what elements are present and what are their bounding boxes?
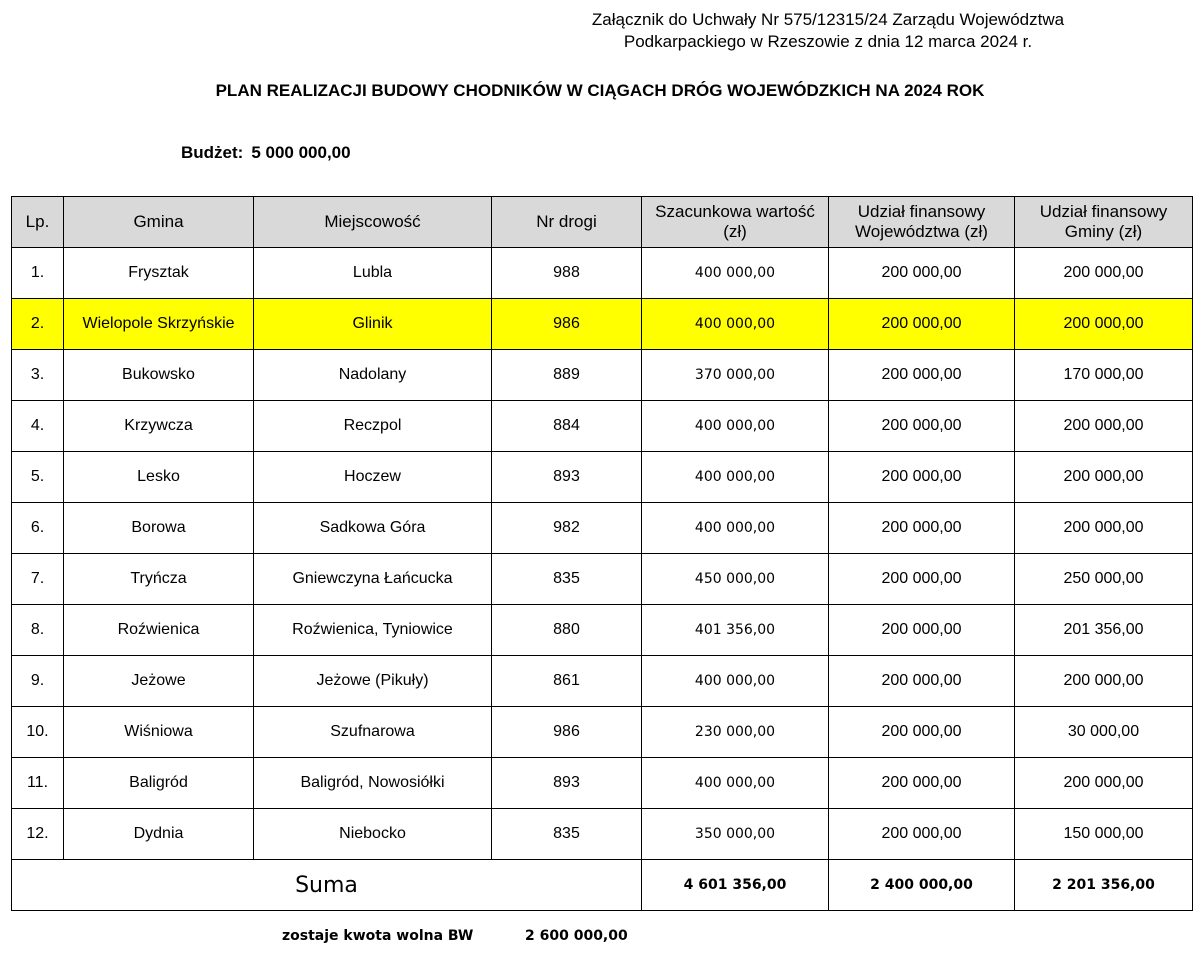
cell-udzial-wojewodztwa: 200 000,00 — [829, 452, 1015, 503]
cell-szacunkowa-wartosc: 400 000,00 — [642, 758, 829, 809]
cell-szacunkowa-wartosc: 230 000,00 — [642, 707, 829, 758]
table-row — [12, 809, 1193, 860]
table-row — [12, 350, 1193, 401]
cell-udzial-gminy: 200 000,00 — [1015, 248, 1193, 299]
cell-gmina: Krzywcza — [64, 401, 254, 452]
col-header-udzial-wojewodztwa: Udział finansowy Województwa (zł) — [829, 197, 1015, 248]
cell-miejscowosc: Jeżowe (Pikuły) — [254, 656, 492, 707]
cell-nr-drogi: 884 — [492, 401, 642, 452]
cell-udzial-gminy: 170 000,00 — [1015, 350, 1193, 401]
cell-miejscowosc: Hoczew — [254, 452, 492, 503]
cell-udzial-gminy: 250 000,00 — [1015, 554, 1193, 605]
sum-row — [12, 860, 1193, 911]
cell-lp: 7. — [12, 554, 64, 605]
cell-udzial-wojewodztwa: 200 000,00 — [829, 401, 1015, 452]
cell-gmina: Borowa — [64, 503, 254, 554]
cell-miejscowosc: Niebocko — [254, 809, 492, 860]
cell-szacunkowa-wartosc: 401 356,00 — [642, 605, 829, 656]
attachment-line-2: Podkarpackiego w Rzeszowie z dnia 12 marca 2024 r. — [623, 32, 1033, 51]
cell-nr-drogi: 893 — [492, 452, 642, 503]
cell-udzial-wojewodztwa: 200 000,00 — [829, 656, 1015, 707]
cell-nr-drogi: 893 — [492, 758, 642, 809]
cell-gmina: Jeżowe — [64, 656, 254, 707]
remaining-label: zostaje kwota wolna BW — [282, 928, 474, 944]
table-row — [12, 605, 1193, 656]
table-row — [12, 401, 1193, 452]
cell-udzial-wojewodztwa: 200 000,00 — [829, 758, 1015, 809]
cell-szacunkowa-wartosc: 450 000,00 — [642, 554, 829, 605]
cell-nr-drogi: 986 — [492, 707, 642, 758]
cell-miejscowosc: Szufnarowa — [254, 707, 492, 758]
cell-szacunkowa-wartosc: 400 000,00 — [642, 656, 829, 707]
cell-nr-drogi: 988 — [492, 248, 642, 299]
cell-lp: 1. — [12, 248, 64, 299]
sum-estimated-total: 4 601 356,00 — [642, 860, 829, 911]
budget-line — [181, 143, 351, 163]
cell-udzial-gminy: 200 000,00 — [1015, 503, 1193, 554]
sum-voivodeship-total: 2 400 000,00 — [829, 860, 1015, 911]
cell-miejscowosc: Glinik — [254, 299, 492, 350]
cell-gmina: Bukowsko — [64, 350, 254, 401]
cell-szacunkowa-wartosc: 370 000,00 — [642, 350, 829, 401]
budget-value: 5 000 000,00 — [251, 143, 351, 162]
cell-lp: 3. — [12, 350, 64, 401]
cell-udzial-gminy: 150 000,00 — [1015, 809, 1193, 860]
table-row — [12, 248, 1193, 299]
cell-nr-drogi: 880 — [492, 605, 642, 656]
cell-nr-drogi: 861 — [492, 656, 642, 707]
cell-miejscowosc: Gniewczyna Łańcucka — [254, 554, 492, 605]
cell-gmina: Baligród — [64, 758, 254, 809]
cell-miejscowosc: Lubla — [254, 248, 492, 299]
table-row — [12, 707, 1193, 758]
cell-lp: 2. — [12, 299, 64, 350]
cell-lp: 5. — [12, 452, 64, 503]
cell-szacunkowa-wartosc: 400 000,00 — [642, 248, 829, 299]
cell-miejscowosc: Reczpol — [254, 401, 492, 452]
cell-gmina: Tryńcza — [64, 554, 254, 605]
cell-gmina: Dydnia — [64, 809, 254, 860]
plan-table — [11, 196, 1193, 911]
cell-udzial-gminy: 200 000,00 — [1015, 401, 1193, 452]
cell-udzial-wojewodztwa: 200 000,00 — [829, 299, 1015, 350]
col-header-gmina: Gmina — [64, 197, 254, 248]
cell-udzial-gminy: 30 000,00 — [1015, 707, 1193, 758]
cell-gmina: Wiśniowa — [64, 707, 254, 758]
table-row — [12, 758, 1193, 809]
cell-nr-drogi: 982 — [492, 503, 642, 554]
table-body — [12, 248, 1193, 860]
cell-lp: 8. — [12, 605, 64, 656]
col-header-nr-drogi: Nr drogi — [492, 197, 642, 248]
cell-miejscowosc: Baligród, Nowosiółki — [254, 758, 492, 809]
cell-miejscowosc: Sadkowa Góra — [254, 503, 492, 554]
cell-nr-drogi: 889 — [492, 350, 642, 401]
table-row — [12, 299, 1193, 350]
budget-label: Budżet: — [181, 143, 244, 162]
sum-commune-total: 2 201 356,00 — [1015, 860, 1193, 911]
cell-nr-drogi: 835 — [492, 809, 642, 860]
document-title: PLAN REALIZACJI BUDOWY CHODNIKÓW W CIĄGACH DRÓG WOJEWÓDZKICH NA 2024 ROK — [215, 81, 985, 100]
cell-miejscowosc: Roźwienica, Tyniowice — [254, 605, 492, 656]
col-header-udzial-gminy: Udział finansowy Gminy (zł) — [1015, 197, 1193, 248]
attachment-note — [478, 9, 1178, 53]
cell-udzial-wojewodztwa: 200 000,00 — [829, 605, 1015, 656]
cell-gmina: Wielopole Skrzyńskie — [64, 299, 254, 350]
attachment-line-1: Załącznik do Uchwały Nr 575/12315/24 Zarządu Województwa — [591, 10, 1065, 29]
cell-udzial-wojewodztwa: 200 000,00 — [829, 554, 1015, 605]
cell-gmina: Frysztak — [64, 248, 254, 299]
cell-udzial-gminy: 200 000,00 — [1015, 452, 1193, 503]
cell-szacunkowa-wartosc: 400 000,00 — [642, 401, 829, 452]
remaining-value: 2 600 000,00 — [525, 928, 628, 944]
cell-udzial-wojewodztwa: 200 000,00 — [829, 350, 1015, 401]
cell-gmina: Roźwienica — [64, 605, 254, 656]
cell-lp: 11. — [12, 758, 64, 809]
cell-udzial-wojewodztwa: 200 000,00 — [829, 707, 1015, 758]
cell-udzial-wojewodztwa: 200 000,00 — [829, 248, 1015, 299]
cell-szacunkowa-wartosc: 400 000,00 — [642, 299, 829, 350]
cell-szacunkowa-wartosc: 350 000,00 — [642, 809, 829, 860]
table-row — [12, 554, 1193, 605]
table-header-row — [12, 197, 1193, 248]
sum-label: Suma — [12, 860, 642, 911]
cell-lp: 12. — [12, 809, 64, 860]
cell-miejscowosc: Nadolany — [254, 350, 492, 401]
cell-udzial-gminy: 200 000,00 — [1015, 299, 1193, 350]
col-header-szacunkowa-wartosc: Szacunkowa wartość (zł) — [642, 197, 829, 248]
cell-udzial-gminy: 201 356,00 — [1015, 605, 1193, 656]
cell-udzial-wojewodztwa: 200 000,00 — [829, 503, 1015, 554]
cell-szacunkowa-wartosc: 400 000,00 — [642, 503, 829, 554]
cell-lp: 4. — [12, 401, 64, 452]
cell-udzial-gminy: 200 000,00 — [1015, 758, 1193, 809]
cell-lp: 9. — [12, 656, 64, 707]
col-header-lp: Lp. — [12, 197, 64, 248]
cell-lp: 6. — [12, 503, 64, 554]
col-header-miejscowosc: Miejscowość — [254, 197, 492, 248]
cell-gmina: Lesko — [64, 452, 254, 503]
table-row — [12, 656, 1193, 707]
table-row — [12, 503, 1193, 554]
cell-szacunkowa-wartosc: 400 000,00 — [642, 452, 829, 503]
cell-udzial-wojewodztwa: 200 000,00 — [829, 809, 1015, 860]
remaining-amount-note — [282, 928, 628, 944]
cell-lp: 10. — [12, 707, 64, 758]
cell-nr-drogi: 835 — [492, 554, 642, 605]
cell-udzial-gminy: 200 000,00 — [1015, 656, 1193, 707]
cell-nr-drogi: 986 — [492, 299, 642, 350]
table-row — [12, 452, 1193, 503]
